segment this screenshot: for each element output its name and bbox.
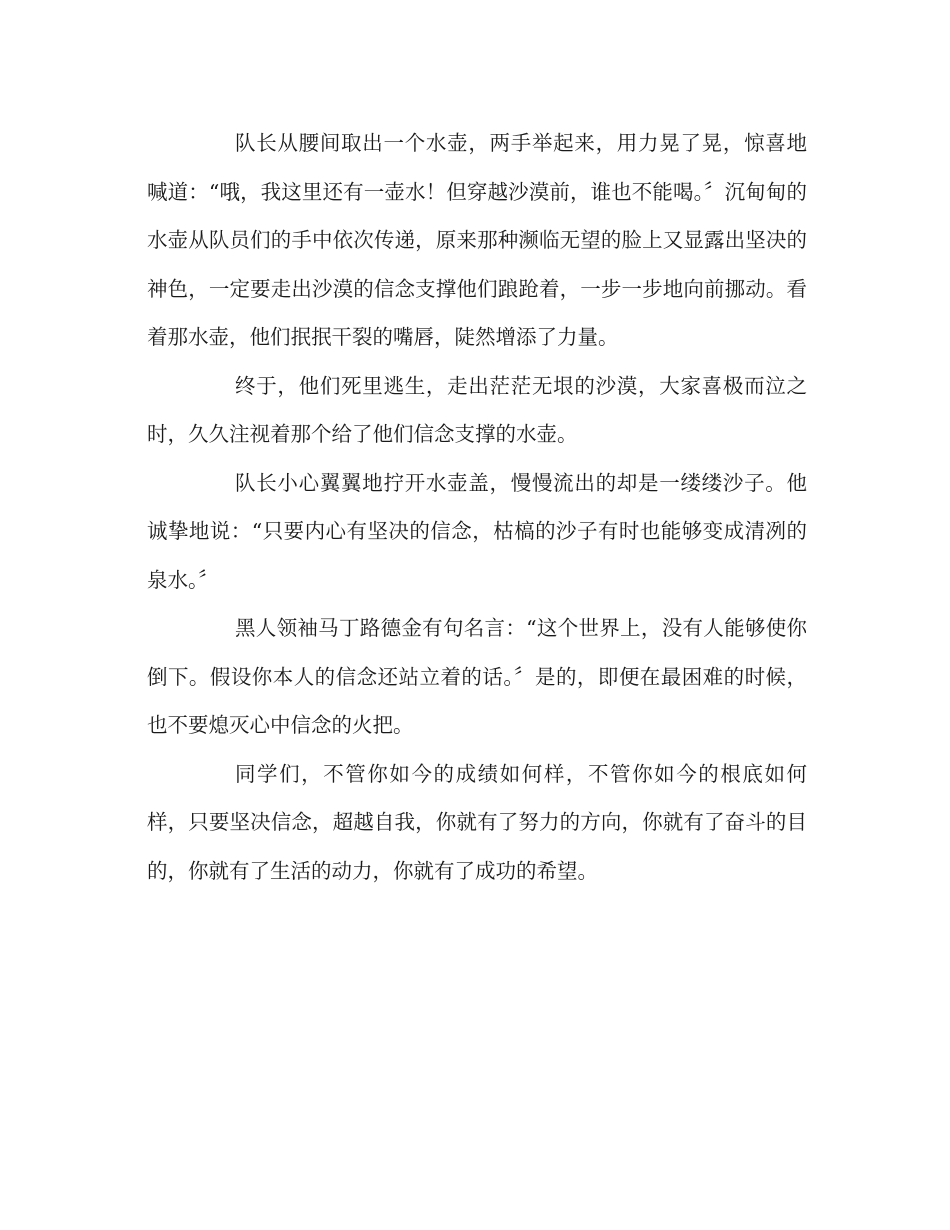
paragraph: 队长从腰间取出一个水壶，两手举起来，用力晃了晃，惊喜地喊道：“哦，我这里还有一壶水！但穿越沙漠前，谁也不能喝。〞沉甸甸的水壶从队员们的手中依次传递，原来那种濒临无望的脸上又显露出坚决的神色，一定要走出沙漠的信念支撑他们踉跄着，一步一步地向前挪动。看着那水壶，他们抿抿干裂的嘴唇，陡然增添了力量。 bbox=[147, 131, 807, 349]
paragraph: 黑人领袖马丁路德金有句名言：“这个世界上，没有人能够使你倒下。假设你本人的信念还站立着的话。〞是的，即便在最困难的时候，也不要熄灭心中信念的火把。 bbox=[147, 616, 807, 737]
paragraph: 同学们，不管你如今的成绩如何样，不管你如今的根底如何样，只要坚决信念，超越自我，你就有了努力的方向，你就有了奋斗的目的，你就有了生活的动力，你就有了成功的希望。 bbox=[147, 761, 807, 883]
paragraph: 队长小心翼翼地拧开水壶盖，慢慢流出的却是一缕缕沙子。他诚挚地说：“只要内心有坚决的信念，枯槁的沙子有时也能够变成清冽的泉水。〞 bbox=[147, 470, 807, 592]
paragraph: 终于，他们死里逃生，走出茫茫无垠的沙漠，大家喜极而泣之时，久久注视着那个给了他们信念支撑的水壶。 bbox=[147, 373, 807, 446]
document-body bbox=[147, 119, 807, 895]
